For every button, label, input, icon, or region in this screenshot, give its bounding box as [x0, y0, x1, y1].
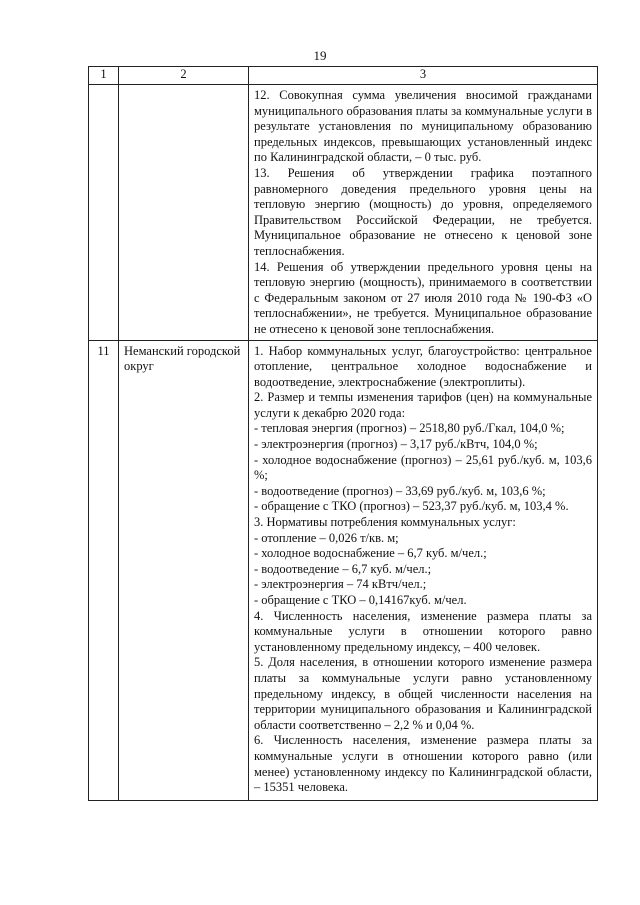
row-number — [89, 85, 119, 341]
table-row — [89, 340, 598, 800]
list-item: 12. Совокупная сумма увеличения вносимой гражданами муниципального образования платы за коммунальные услуги в результате установления по муниципальному образованию предельных индексов, превышающих установленный индекс по Калининградской области, – 0 тыс. руб. — [254, 88, 592, 165]
list-item: 4. Численность населения, изменение размера платы за коммунальные услуги в отношении которого равно установленному предельному индексу, – 400 человек. — [254, 608, 592, 654]
list-item: - электроэнергия (прогноз) – 3,17 руб./кВтч, 104,0 %; — [254, 437, 538, 452]
list-item: 13. Решения об утверждении графика поэтапного равномерного доведения предельного уровня цены на тепловую энергию (мощность) до уровня, определяемого Правительством Российской Федерации, не требуется. Муниципальное образование не отнесено к ценовой зоне теплоснабжения. — [254, 165, 592, 258]
list-item: - холодное водоснабжение (прогноз) – 25,61 руб./куб. м, 103,6 %; — [254, 452, 592, 483]
list-item: - обращение с ТКО (прогноз) – 523,37 руб./куб. м, 103,4 %. — [254, 499, 569, 514]
municipality-name: Неманский городской округ — [119, 340, 249, 800]
table-row — [89, 85, 598, 341]
header-cell-1: 1 — [89, 67, 119, 85]
municipality-name — [119, 85, 249, 341]
list-item: 6. Численность населения, изменение размера платы за коммунальные услуги в отношении которого равно (или менее) установленному индексу по Калининградской области, – 15351 человека. — [254, 733, 592, 795]
list-item: - холодное водоснабжение – 6,7 куб. м/чел.; — [254, 546, 487, 561]
header-cell-2: 2 — [119, 67, 249, 85]
header-cell-3: 3 — [249, 67, 598, 85]
details-cell — [249, 85, 598, 341]
list-item: 2. Размер и темпы изменения тарифов (цен) на коммунальные услуги к декабрю 2020 года: — [254, 390, 592, 420]
list-item: - водоотведение – 6,7 куб. м/чел.; — [254, 561, 432, 576]
list-item: 1. Набор коммунальных услуг, благоустройство: центральное отопление, центральное холодное водоснабжение и водоотведение, электроснабжение (электроплиты). — [254, 343, 592, 389]
list-item: 3. Нормативы потребления коммунальных услуг: — [254, 515, 516, 530]
row-number: 11 — [89, 340, 119, 800]
list-item: - тепловая энергия (прогноз) – 2518,80 руб./Гкал, 104,0 %; — [254, 421, 565, 436]
list-item: - водоотведение (прогноз) – 33,69 руб./куб. м, 103,6 %; — [254, 483, 546, 498]
page-number: 19 — [313, 48, 327, 63]
list-item: 14. Решения об утверждении предельного уровня цены на тепловую энергию (мощность), принимаемого в соответствии с Федеральным законом от 27 июля 2010 года № 190-ФЗ «О теплоснабжении», не требуется. Муниципальное образование не отнесено к ценовой зоне теплоснабжения. — [254, 259, 592, 336]
list-item: - электроэнергия – 74 кВтч/чел.; — [254, 577, 427, 592]
data-table — [88, 66, 598, 801]
details-cell — [249, 340, 598, 800]
list-item: 5. Доля населения, в отношении которого изменение размера платы за коммунальные услуги равно установленному предельному индексу, в общей численности населения на территории муниципального образования и Калининградской области соответственно – 2,2 % и 0,04 %. — [254, 655, 592, 732]
list-item: - отопление – 0,026 т/кв. м; — [254, 530, 399, 545]
table-header-row — [89, 67, 598, 85]
list-item: - обращение с ТКО – 0,14167куб. м/чел. — [254, 593, 467, 607]
